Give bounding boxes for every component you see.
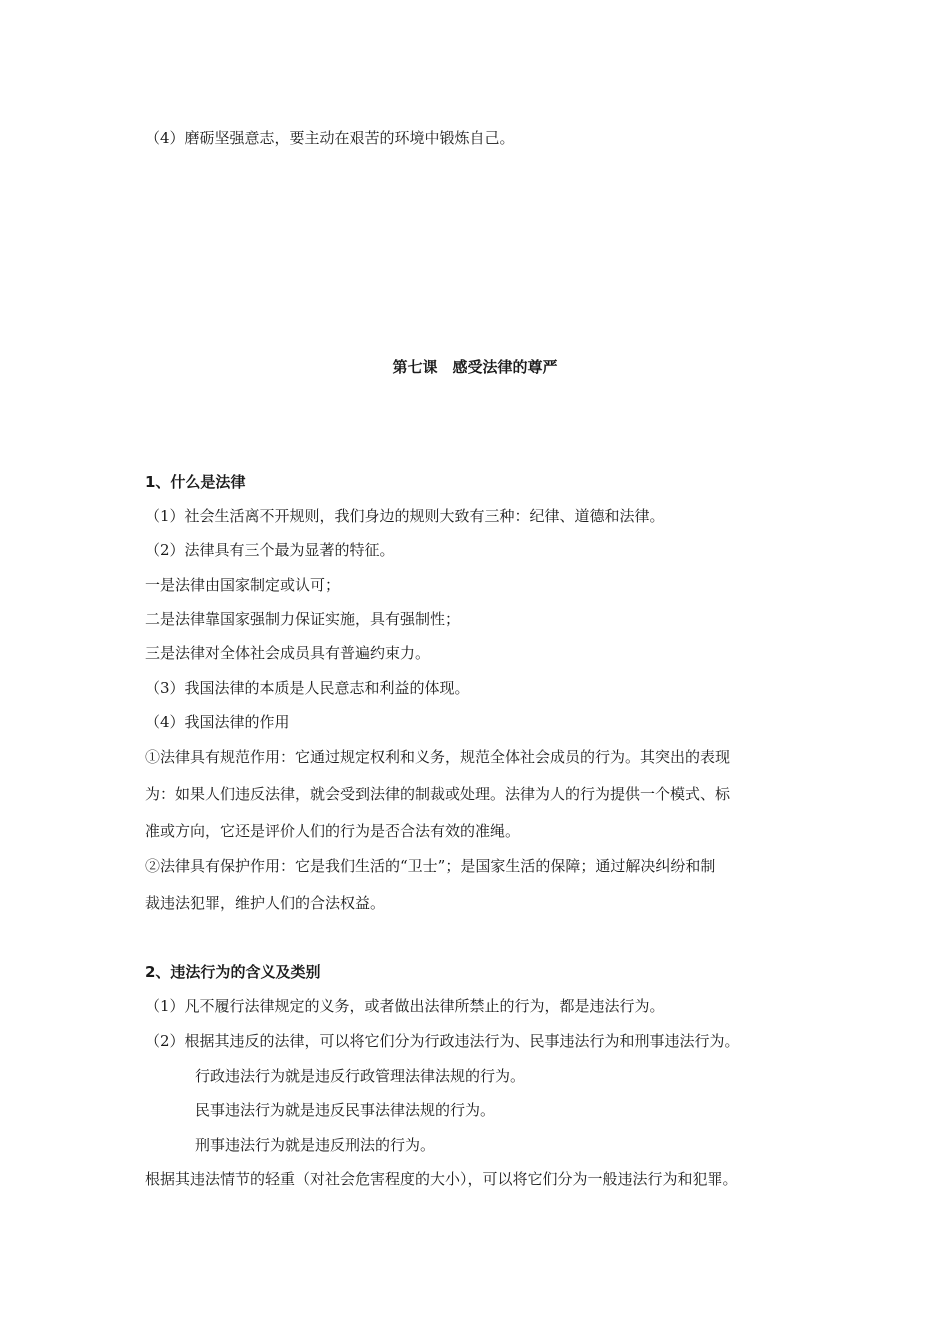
section2-last-line: 根据其违法情节的轻重（对社会危害程度的大小），可以将它们分为一般违法行为和犯罪。 bbox=[145, 1170, 738, 1188]
section2-indented-line: 行政违法行为就是违反行政管理法律法规的行为。 bbox=[195, 1067, 526, 1085]
section1-line: （3）我国法律的本质是人民意志和利益的体现。 bbox=[145, 679, 470, 697]
section2-line: （1）凡不履行法律规定的义务，或者做出法律所禁止的行为，都是违法行为。 bbox=[145, 997, 665, 1015]
section1-line: （2）法律具有三个最为显著的特征。 bbox=[145, 541, 395, 559]
section1-line: 二是法律靠国家强制力保证实施，具有强制性； bbox=[145, 610, 461, 628]
section1-line: 准或方向，它还是评价人们的行为是否合法有效的准绳。 bbox=[145, 822, 521, 840]
section1-line: ②法律具有保护作用：它是我们生活的“卫士”；是国家生活的保障；通过解决纠纷和制 bbox=[145, 857, 716, 875]
section1-heading: 1、什么是法律 bbox=[145, 473, 246, 491]
section1-line: （4）我国法律的作用 bbox=[145, 713, 290, 731]
section1-line: 一是法律由国家制定或认可； bbox=[145, 576, 341, 594]
lesson-title: 第七课 感受法律的尊严 bbox=[392, 358, 558, 376]
section1-line: 裁违法犯罪，维护人们的合法权益。 bbox=[145, 894, 386, 912]
intro-line: （4）磨砺坚强意志，要主动在艰苦的环境中锻炼自己。 bbox=[145, 129, 515, 147]
section2-heading: 2、违法行为的含义及类别 bbox=[145, 963, 321, 981]
section1-line: （1）社会生活离不开规则，我们身边的规则大致有三种：纪律、道德和法律。 bbox=[145, 507, 665, 525]
section2-indented-line: 刑事违法行为就是违反刑法的行为。 bbox=[195, 1136, 436, 1154]
section1-line: 三是法律对全体社会成员具有普遍约束力。 bbox=[145, 644, 431, 662]
section1-line: ①法律具有规范作用：它通过规定权利和义务，规范全体社会成员的行为。其突出的表现 bbox=[145, 748, 731, 766]
section2-indented-line: 民事违法行为就是违反民事法律法规的行为。 bbox=[195, 1101, 496, 1119]
section1-line: 为：如果人们违反法律，就会受到法律的制裁或处理。法律为人的行为提供一个模式、标 bbox=[145, 785, 731, 803]
section2-line: （2）根据其违反的法律，可以将它们分为行政违法行为、民事违法行为和刑事违法行为。 bbox=[145, 1032, 740, 1050]
